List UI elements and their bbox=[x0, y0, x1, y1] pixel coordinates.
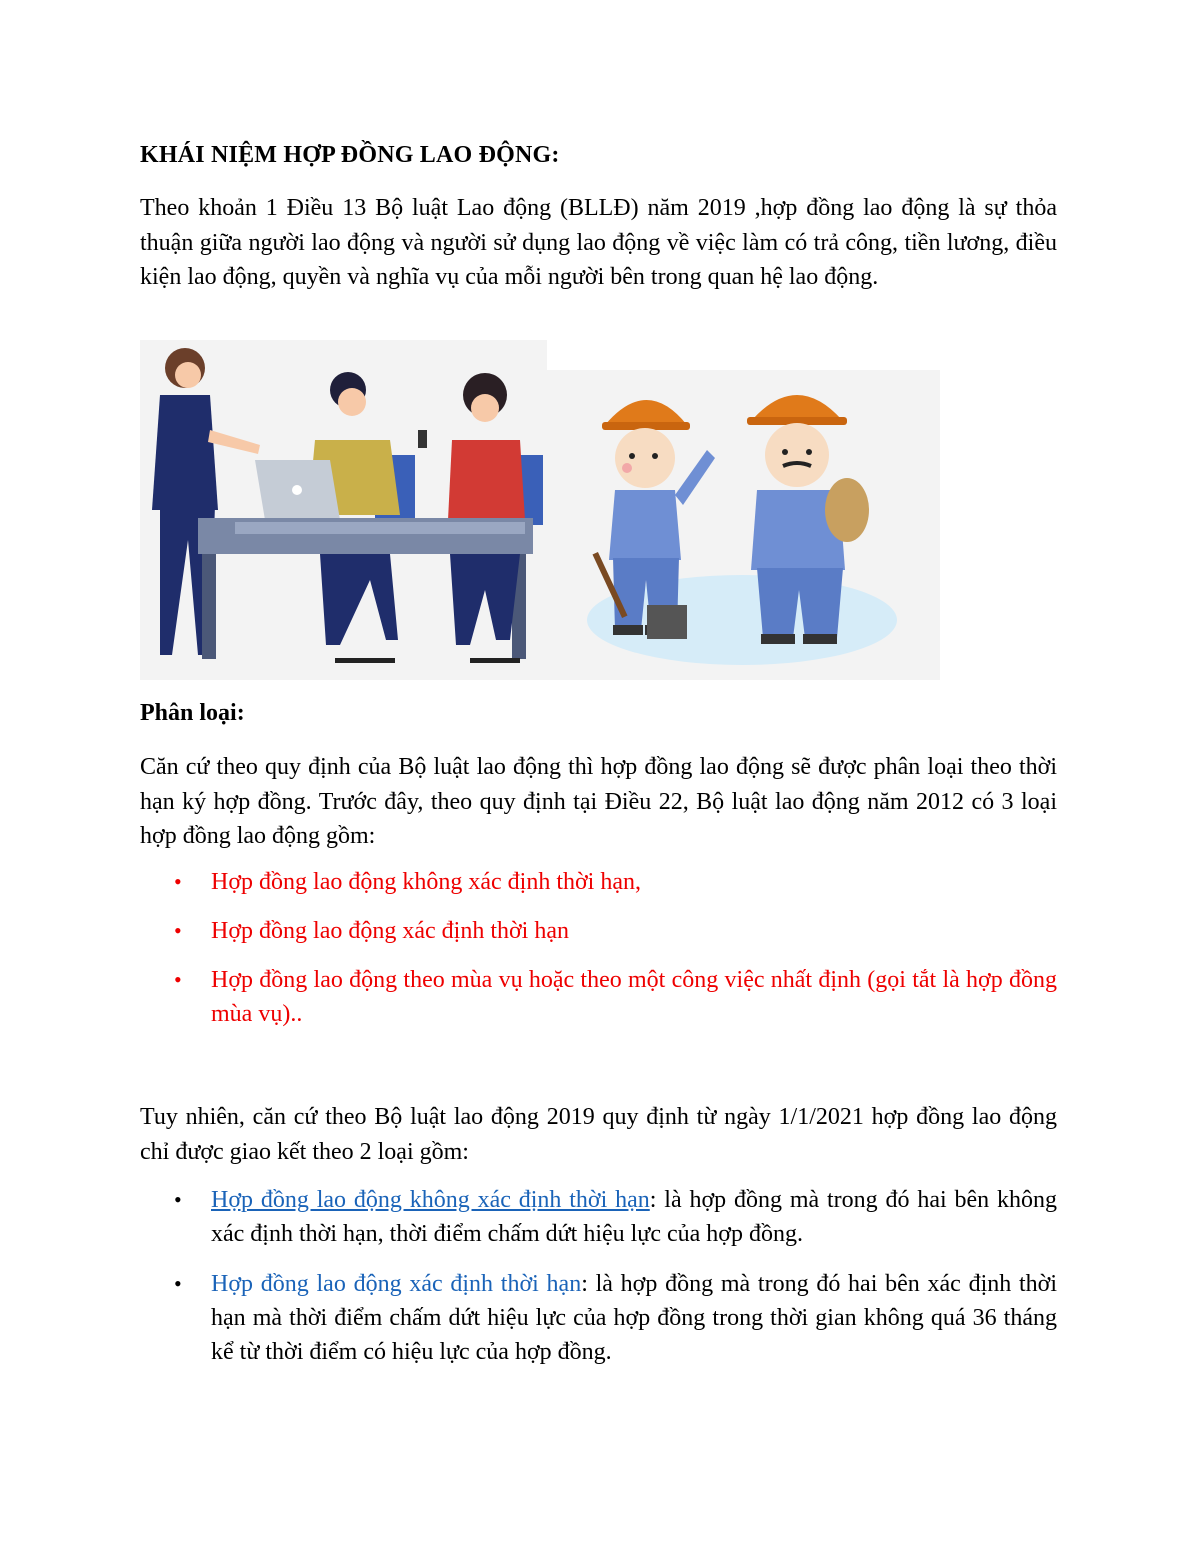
intro-2012-paragraph: Căn cứ theo quy định của Bộ luật lao động thì hợp đồng lao động sẽ được phân loại theo thời hạn ký hợp đồng. Trước đây, theo quy định tại Điều 22, Bộ luật lao động năm 2012 có 3 loại hợp đồng lao động gồm: bbox=[140, 754, 1057, 849]
bullet-icon: • bbox=[174, 1187, 182, 1212]
bullet-icon: • bbox=[174, 869, 182, 894]
classification-heading: Phân loại: bbox=[140, 700, 245, 726]
fixed-term-contract-term: Hợp đồng lao động xác định thời hạn bbox=[211, 1271, 582, 1297]
bullet-icon: • bbox=[174, 1271, 182, 1296]
list-item-description: : là hợp đồng mà trong đó hai bên xác định thời hạn mà thời điểm chấm dứt hiệu lực của hợp đồng trong thời gian không quá 36 tháng kể từ thời điểm có hiệu lực của hợp đồng. bbox=[211, 1271, 1057, 1365]
contract-types-2019-list bbox=[140, 1183, 1057, 1385]
intro-2019-paragraph: Tuy nhiên, căn cứ theo Bộ luật lao động 2019 quy định từ ngày 1/1/2021 hợp đồng lao động chỉ được giao kết theo 2 loại gồm: bbox=[140, 1104, 1057, 1165]
list-item bbox=[140, 865, 1057, 899]
list-item bbox=[140, 1267, 1057, 1369]
indefinite-term-contract-link[interactable]: Hợp đồng lao động không xác định thời hạn bbox=[211, 1187, 650, 1213]
list-item bbox=[140, 1183, 1057, 1251]
construction-workers-illustration bbox=[547, 370, 940, 680]
definition-paragraph: Theo khoản 1 Điều 13 Bộ luật Lao động (BLLĐ) năm 2019 ,hợp đồng lao động là sự thỏa thuận giữa người lao động và người sử dụng lao động về việc làm có trả công, tiền lương, điều kiện lao động, quyền và nghĩa vụ của mỗi người bên trong quan hệ lao động. bbox=[140, 195, 1057, 290]
list-item-description: : là hợp đồng mà trong đó hai bên không xác định thời hạn, thời điểm chấm dứt hiệu lực của hợp đồng. bbox=[211, 1187, 1058, 1247]
list-item bbox=[140, 963, 1057, 1031]
list-item-text: Hợp đồng lao động không xác định thời hạn, bbox=[211, 869, 641, 895]
list-item-text: Hợp đồng lao động xác định thời hạn bbox=[211, 918, 569, 944]
list-item bbox=[140, 914, 1057, 948]
bullet-icon: • bbox=[174, 918, 182, 943]
office-team-illustration bbox=[140, 340, 547, 680]
contract-types-2012-list bbox=[140, 865, 1057, 1046]
list-item-text: Hợp đồng lao động theo mùa vụ hoặc theo một công việc nhất định (gọi tắt là hợp đồng mùa vụ).. bbox=[211, 967, 1057, 1027]
bullet-icon: • bbox=[174, 967, 182, 992]
page-title: KHÁI NIỆM HỢP ĐỒNG LAO ĐỘNG: bbox=[140, 142, 560, 168]
